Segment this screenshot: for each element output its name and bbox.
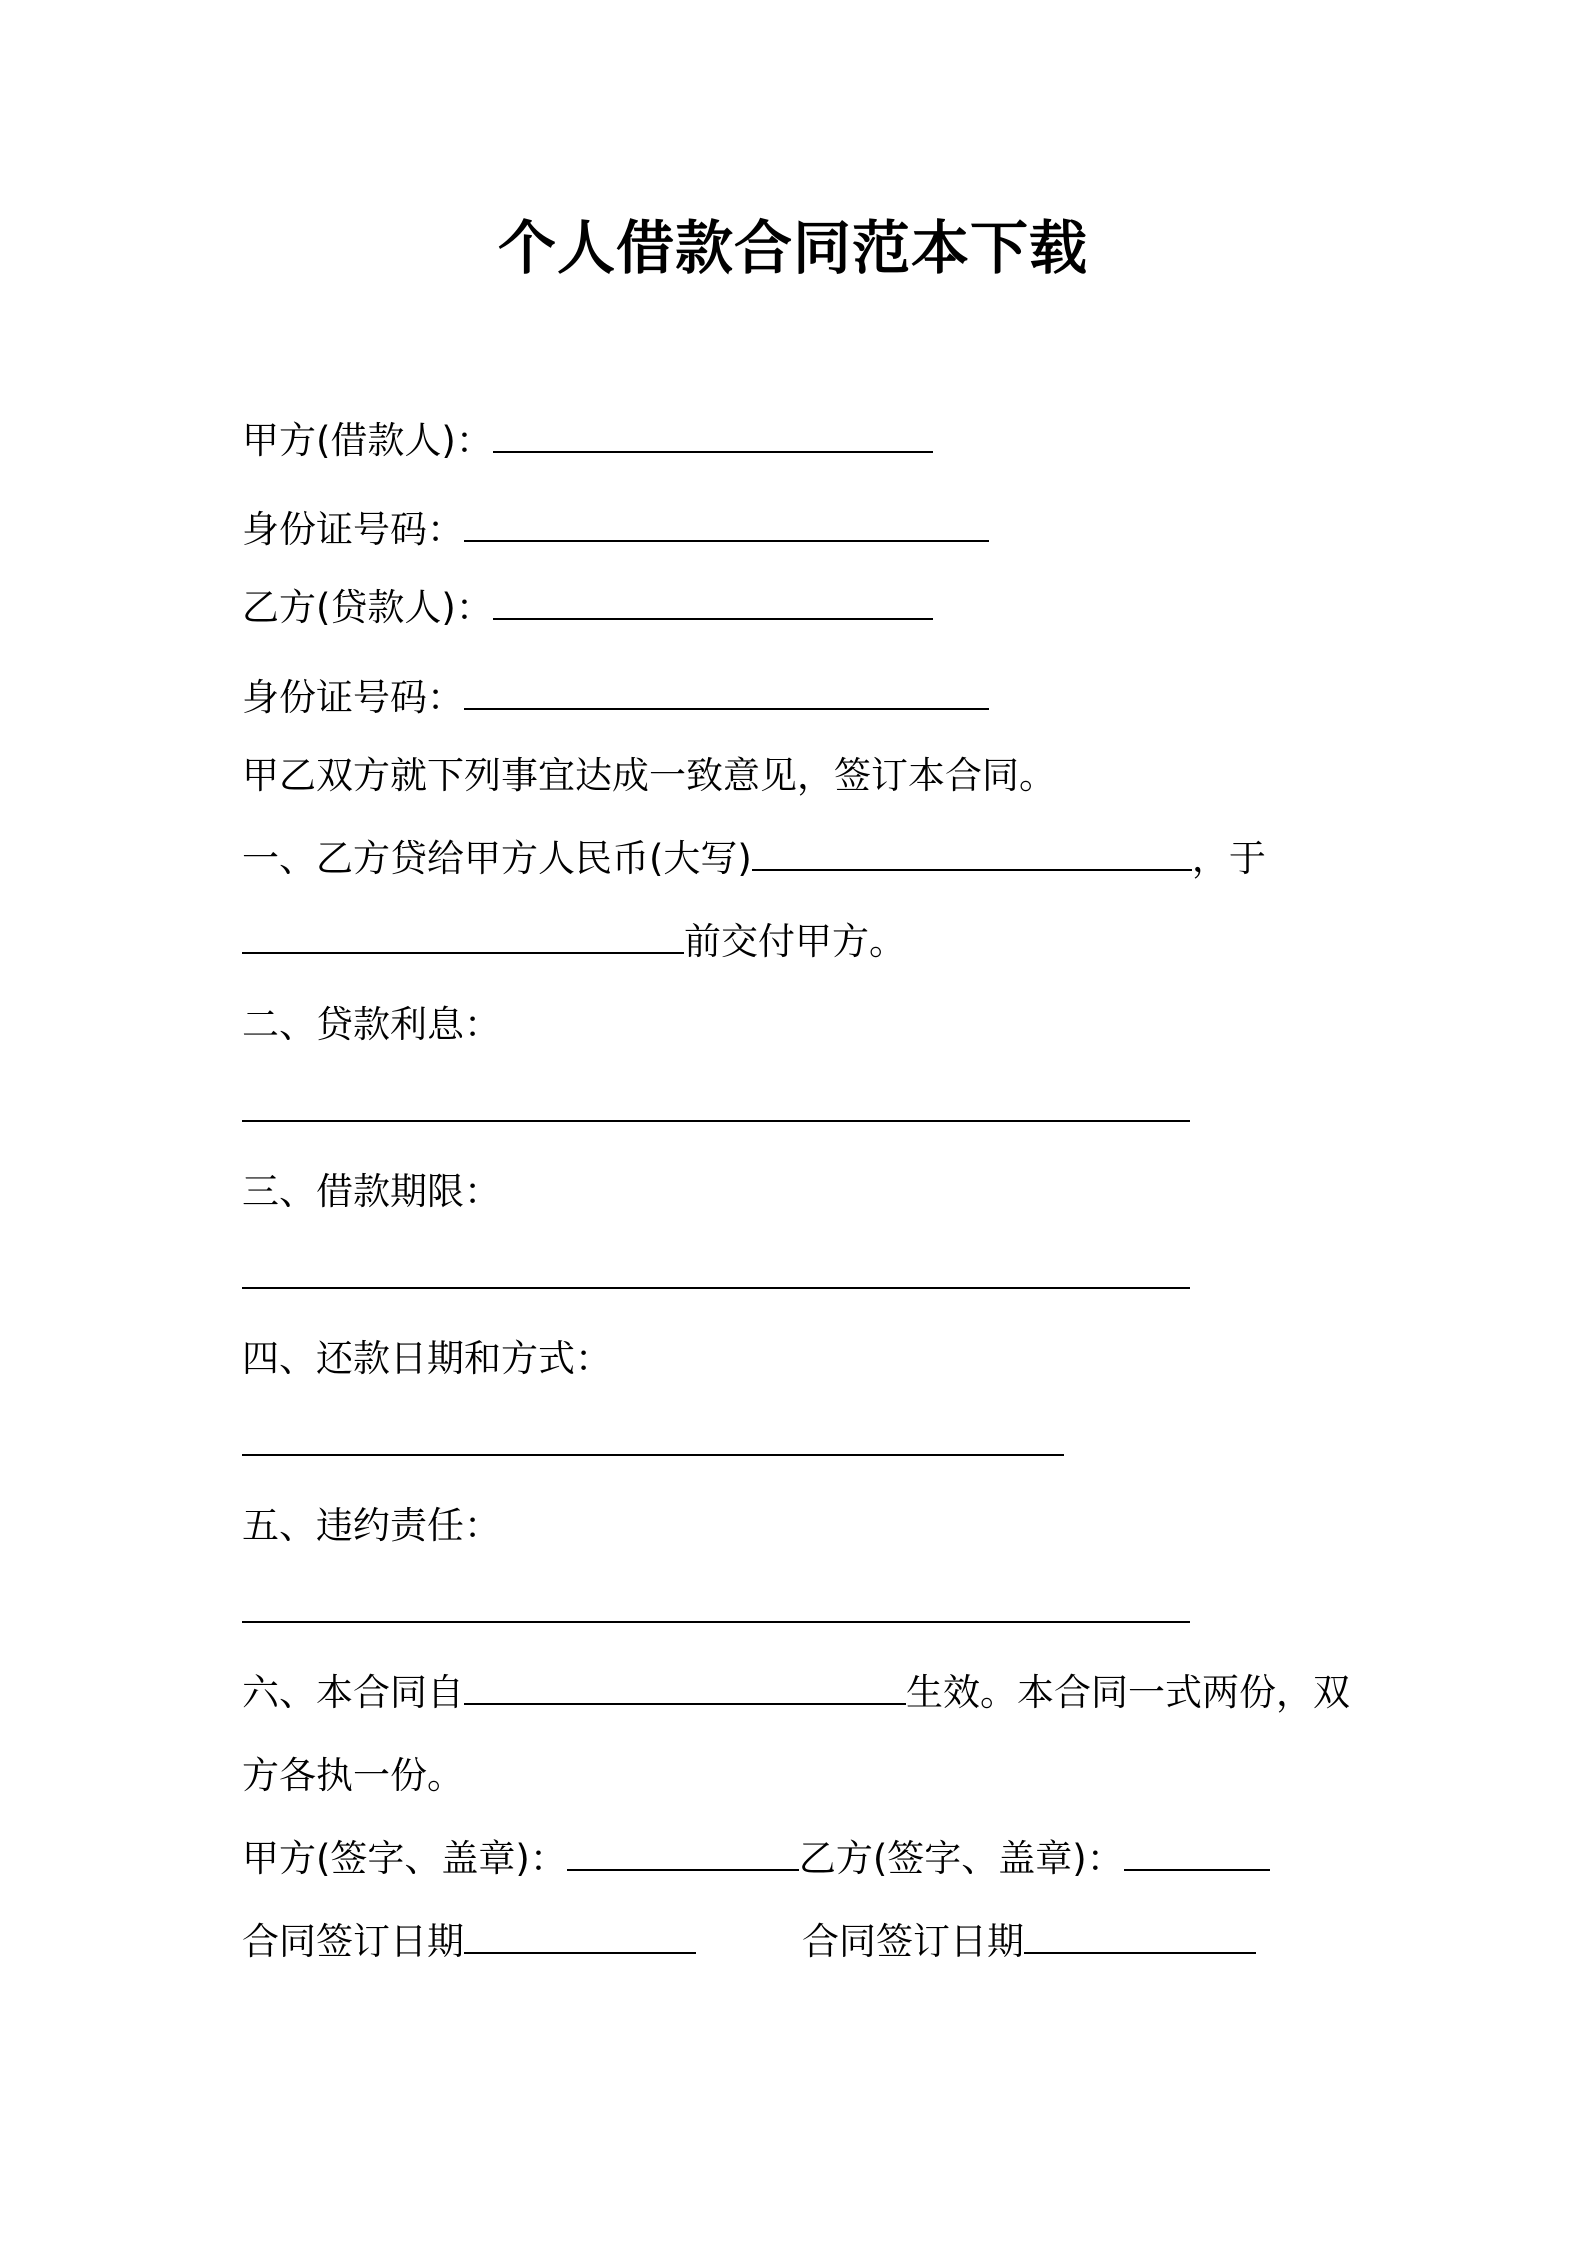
clause-4-heading: 四、还款日期和方式： <box>242 1337 612 1380</box>
clause-1-line2-suffix: 前交付甲方。 <box>684 920 906 963</box>
clause-4-answer-row <box>242 1417 1064 1471</box>
party-b-blank[interactable] <box>493 584 933 620</box>
date-a-label: 合同签订日期 <box>242 1920 464 1963</box>
clause-3-heading: 三、借款期限： <box>242 1170 501 1213</box>
clause-6-suffix: 生效。本合同一式两份，双 <box>906 1671 1350 1714</box>
party-a-id-blank[interactable] <box>464 506 989 542</box>
document-title: 个人借款合同范本下载 <box>497 214 1088 282</box>
party-a-id-row <box>242 503 989 557</box>
date-b-blank[interactable] <box>1024 1918 1256 1954</box>
delivery-date-blank[interactable] <box>242 918 684 954</box>
clause-6-prefix: 六、本合同自 <box>242 1671 464 1714</box>
clause-1-row <box>242 832 1266 886</box>
party-a-row <box>242 414 933 468</box>
clause-3-answer-row <box>242 1250 1190 1304</box>
clause-2-heading: 二、贷款利息： <box>242 1003 501 1046</box>
loan-term-blank[interactable] <box>242 1253 1190 1289</box>
clause-6-row <box>242 1666 1350 1720</box>
interest-blank[interactable] <box>242 1086 1190 1122</box>
sign-a-label: 甲方(签字、盖章)： <box>242 1837 567 1880</box>
repayment-blank[interactable] <box>242 1420 1064 1456</box>
party-b-label: 乙方(贷款人)： <box>242 586 493 629</box>
clause-2-answer-row <box>242 1083 1190 1137</box>
id-number-label: 身份证号码： <box>242 508 464 551</box>
clause-1-row-2 <box>242 915 906 969</box>
liability-blank[interactable] <box>242 1587 1190 1623</box>
party-b-id-blank[interactable] <box>464 674 989 710</box>
id-number-label: 身份证号码： <box>242 676 464 719</box>
date-a-blank[interactable] <box>464 1918 696 1954</box>
party-a-label: 甲方(借款人)： <box>242 419 493 462</box>
intro-text: 甲乙双方就下列事宜达成一致意见，签订本合同。 <box>242 754 1056 797</box>
party-b-id-row <box>242 671 989 725</box>
sign-a-blank[interactable] <box>567 1835 799 1871</box>
sign-b-blank[interactable] <box>1124 1835 1270 1871</box>
clause-6-line-2: 方各执一份。 <box>242 1754 464 1797</box>
effective-date-blank[interactable] <box>464 1669 906 1705</box>
date-b-label: 合同签订日期 <box>802 1920 1024 1963</box>
clause-1-suffix: ，于 <box>1191 837 1266 880</box>
clause-1-prefix: 一、乙方贷给甲方人民币(大写) <box>242 837 752 880</box>
clause-5-heading: 五、违约责任： <box>242 1504 501 1547</box>
party-a-blank[interactable] <box>493 417 933 453</box>
sign-b-label: 乙方(签字、盖章)： <box>798 1837 1124 1880</box>
party-b-row <box>242 581 933 635</box>
loan-amount-blank[interactable] <box>752 835 1192 871</box>
signature-row <box>242 1832 1270 1886</box>
clause-5-answer-row <box>242 1584 1190 1638</box>
date-row <box>242 1915 1256 1969</box>
